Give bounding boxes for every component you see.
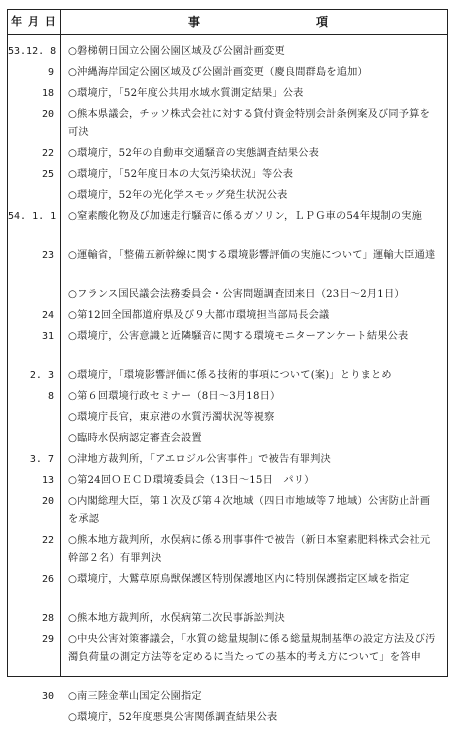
row-date: 53.12. 8 <box>8 46 57 57</box>
row-event <box>68 388 440 406</box>
table-row <box>8 145 447 166</box>
event-text: 運輸省，「整備五新幹線に関する環境影響評価の実施について」運輸大臣通達 <box>77 250 436 261</box>
event-text: 熊本県議会，チッソ株式会社に対する貸付資金特別会計条例案及び同予算を可決 <box>68 109 430 138</box>
table-row <box>8 367 447 388</box>
table-header <box>8 10 447 35</box>
row-event <box>68 409 440 427</box>
event-text: 第12回全国都道府県及び９大都市環境担当部局長会議 <box>77 310 330 321</box>
item-column-header-2: 項 <box>316 15 329 29</box>
row-event <box>68 328 440 346</box>
table-row <box>8 286 447 307</box>
table-row <box>8 451 447 472</box>
event-text: 津地方裁判所，「アエロジル公害事件」で被告有罪判決 <box>77 454 331 465</box>
bullet-mark: ○ <box>68 310 78 321</box>
table-row <box>8 208 447 247</box>
row-event <box>68 85 440 103</box>
bullet-mark: ○ <box>68 475 78 486</box>
bullet-mark: ○ <box>68 574 78 585</box>
table-row <box>8 571 447 610</box>
event-text: 第24回ＯＥＣＤ環境委員会（13日～15日 パリ） <box>77 475 315 486</box>
table-row <box>8 247 447 286</box>
table-row <box>8 430 447 451</box>
event-text: 中央公害対策審議会，「水質の総量規制に係る総量規制基準の設定方法及び汚濁負荷量の測定方法等を定めるに当たっての基本的考え方について」を答申 <box>68 634 436 663</box>
row-event <box>68 493 440 529</box>
bullet-mark: ○ <box>68 109 78 120</box>
row-date: 18 <box>41 88 54 99</box>
row-date: 31 <box>41 331 54 342</box>
row-date: 24 <box>41 310 54 321</box>
table-body <box>8 43 447 730</box>
bullet-mark: ○ <box>68 433 78 444</box>
row-event <box>68 451 440 469</box>
bullet-mark: ○ <box>68 148 78 159</box>
event-text: 環境庁，公害意識と近隣騒音に関する環境モニターアンケート結果公表 <box>77 331 409 342</box>
bullet-mark: ○ <box>68 712 78 723</box>
event-text: 磐梯朝日国立公園公園区域及び公園計画変更 <box>77 46 285 57</box>
row-event <box>68 307 440 325</box>
table-row <box>8 493 447 532</box>
bullet-mark: ○ <box>68 391 78 402</box>
event-text: 環境庁，「環境影響評価に係る技術的事項について(案)」とりまとめ <box>77 370 392 381</box>
row-event <box>68 286 440 304</box>
row-date: 22 <box>41 148 54 159</box>
row-date: 30 <box>41 691 54 702</box>
event-text: フランス国民議会法務委員会・公害問題調査団来日（23日～2月1日） <box>77 289 405 300</box>
event-text: 沖縄海岸国定公園区域及び公園計画変更（慶良間群島を追加） <box>77 67 368 78</box>
row-event <box>68 472 440 490</box>
table-row <box>8 631 447 688</box>
item-column-header-1: 事 <box>188 15 201 29</box>
row-event <box>68 532 440 568</box>
row-date: 9 <box>47 67 54 78</box>
table-row <box>8 388 447 409</box>
row-date: 29 <box>41 634 54 645</box>
bullet-mark: ○ <box>68 613 78 624</box>
row-event <box>68 430 440 448</box>
row-date: 25 <box>41 169 54 180</box>
row-event <box>68 610 440 628</box>
bullet-mark: ○ <box>68 88 78 99</box>
table-row <box>8 688 447 709</box>
row-event <box>68 631 440 667</box>
bullet-mark: ○ <box>68 412 78 423</box>
table-row <box>8 328 447 367</box>
row-date: 23 <box>41 250 54 261</box>
row-event <box>68 187 440 205</box>
bullet-mark: ○ <box>68 250 78 261</box>
event-text: 内閣総理大臣，第１次及び第４次地域（四日市地域等７地域）公害防止計画を承認 <box>68 496 431 525</box>
event-text: 環境庁長官，東京港の水質汚濁状況等視察 <box>77 412 275 423</box>
table-row <box>8 43 447 64</box>
bullet-mark: ○ <box>68 190 78 201</box>
event-text: 窒素酸化物及び加速走行騒音に係るガソリン，ＬＰＧ車の54年規制の実施 <box>77 211 423 222</box>
row-event <box>68 571 440 589</box>
row-event <box>68 106 440 142</box>
row-date: 2. 3 <box>29 370 54 381</box>
table-row <box>8 106 447 145</box>
chronology-table <box>7 9 448 723</box>
table-row <box>8 85 447 106</box>
row-date: 26 <box>41 574 54 585</box>
bullet-mark: ○ <box>68 331 78 342</box>
row-event <box>68 64 440 82</box>
row-date: 8 <box>47 391 54 402</box>
row-event <box>68 208 440 226</box>
event-text: 環境庁，「52年度公共用水域水質測定結果」公表 <box>77 88 304 99</box>
event-text: 臨時水俣病認定審査会設置 <box>77 433 202 444</box>
event-text: 南三陸金華山国定公園指定 <box>77 691 202 702</box>
table-row <box>8 187 447 208</box>
table-row <box>8 409 447 430</box>
date-column-header: 年 月 日 <box>11 15 57 28</box>
event-text: 環境庁，大鷲草原鳥獣保護区特別保護地区内に特別保護指定区域を指定 <box>77 574 410 585</box>
bullet-mark: ○ <box>68 691 78 702</box>
row-date: 22 <box>41 535 54 546</box>
table-row <box>8 472 447 493</box>
bullet-mark: ○ <box>68 169 78 180</box>
bullet-mark: ○ <box>68 634 78 645</box>
row-date: 54. 1. 1 <box>8 211 57 222</box>
event-text: 熊本地方裁判所，水俣病に係る刑事事件で被告（新日本窒素肥料株式会社元幹部２名）有罪判決 <box>68 535 431 564</box>
bullet-mark: ○ <box>68 496 78 507</box>
row-date: 20 <box>41 496 54 507</box>
table-row <box>8 709 447 730</box>
row-date: 28 <box>41 613 54 624</box>
bullet-mark: ○ <box>68 46 78 57</box>
event-text: 環境庁，52年の自動車交通騒音の実態調査結果公表 <box>77 148 319 159</box>
event-text: 環境庁，52年度悪臭公害関係調査結果公表 <box>77 712 278 723</box>
bullet-mark: ○ <box>68 67 78 78</box>
row-date: 3. 7 <box>29 454 54 465</box>
row-event <box>68 367 440 385</box>
row-event <box>68 166 440 184</box>
table-row <box>8 166 447 187</box>
bullet-mark: ○ <box>68 535 78 546</box>
bullet-mark: ○ <box>68 211 78 222</box>
table-row <box>8 307 447 328</box>
table-row <box>8 610 447 631</box>
row-event <box>68 247 440 265</box>
bullet-mark: ○ <box>68 454 78 465</box>
row-event <box>68 709 440 727</box>
row-date: 20 <box>41 109 54 120</box>
row-event <box>68 688 440 706</box>
event-text: 環境庁，「52年度日本の大気汚染状況」等公表 <box>77 169 294 180</box>
bullet-mark: ○ <box>68 289 78 300</box>
row-event <box>68 43 440 61</box>
event-text: 熊本地方裁判所，水俣病第二次民事訴訟判決 <box>77 613 285 624</box>
event-text: 第６回環境行政セミナー（8日～3月18日） <box>77 391 281 402</box>
table-row <box>8 64 447 85</box>
event-text: 環境庁，52年の光化学スモッグ発生状況公表 <box>77 190 288 201</box>
row-date: 13 <box>41 475 54 486</box>
table-row <box>8 532 447 571</box>
bullet-mark: ○ <box>68 370 78 381</box>
row-event <box>68 145 440 163</box>
